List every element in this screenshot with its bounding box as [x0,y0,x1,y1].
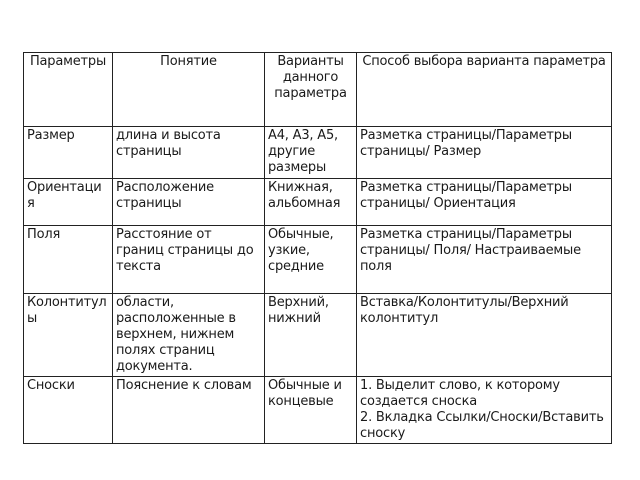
parameters-table [23,52,612,444]
cell-param: Размер [24,127,113,179]
cell-param: Поля [24,226,113,294]
table-row [24,377,612,444]
method-step-2: 2. Вкладка Ссылки/Сноски/Вставить сноску [360,410,604,441]
cell-variants: Верхний, нижний [265,294,357,377]
header-variants: Варианты данного параметра [265,53,357,127]
table-row [24,226,612,294]
cell-method: Вставка/Колонтитулы/Верхний колонтитул [357,294,612,377]
cell-concept: Расположение страницы [113,179,265,226]
cell-param: Колонтитулы [24,294,113,377]
cell-method: Разметка страницы/Параметры страницы/ Поля/ Настраиваемые поля [357,226,612,294]
table-header-row [24,53,612,127]
cell-concept: Расстояние от границ страницы до текста [113,226,265,294]
cell-method [357,377,612,444]
cell-param: Сноски [24,377,113,444]
table-row [24,294,612,377]
header-parameters: Параметры [24,53,113,127]
cell-concept: области, расположенные в верхнем, нижнем полях страниц документа. [113,294,265,377]
cell-variants: А4, А3, А5, другие размеры [265,127,357,179]
table-row [24,127,612,179]
method-step-1: 1. Выделит слово, к которому создается сноска [360,378,560,409]
cell-method: Разметка страницы/Параметры страницы/ Ориентация [357,179,612,226]
cell-param: Ориентация [24,179,113,226]
table-row [24,179,612,226]
cell-variants: Обычные, узкие, средние [265,226,357,294]
cell-variants: Книжная, альбомная [265,179,357,226]
header-method: Способ выбора варианта параметра [357,53,612,127]
cell-concept: длина и высота страницы [113,127,265,179]
cell-method: Разметка страницы/Параметры страницы/ Размер [357,127,612,179]
cell-variants: Обычные и концевые [265,377,357,444]
cell-concept: Пояснение к словам [113,377,265,444]
header-concept: Понятие [113,53,265,127]
